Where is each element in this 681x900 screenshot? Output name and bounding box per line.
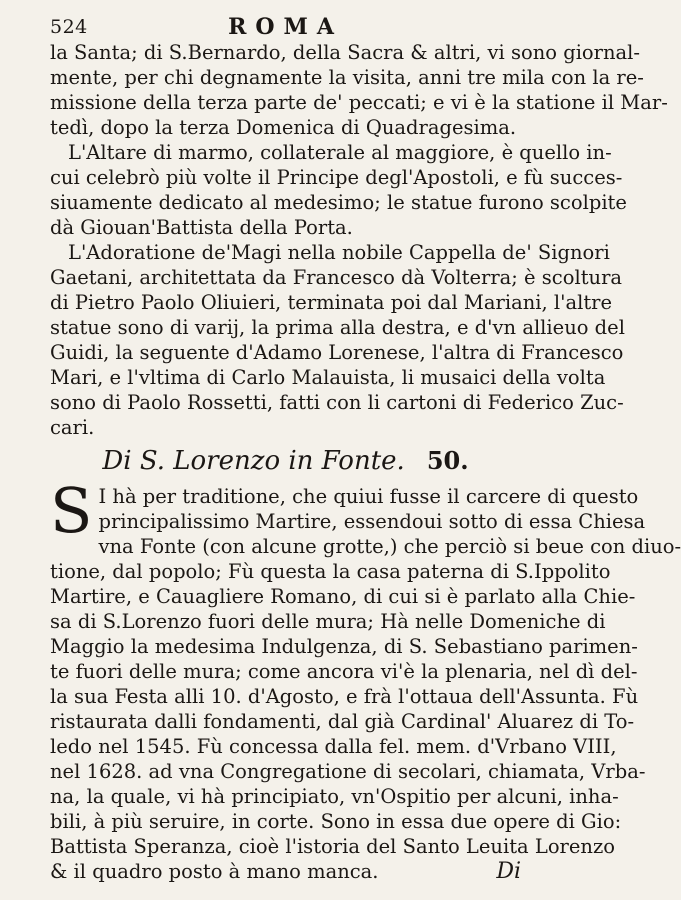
section-title: Di S. Lorenzo in Fonte. bbox=[102, 446, 405, 476]
text-line: Maggio la medesima Indulgenza, di S. Sebastiano parimen- bbox=[50, 635, 638, 658]
paragraph-3 bbox=[50, 240, 625, 440]
text-line: tedì, dopo la terza Domenica di Quadragesima. bbox=[50, 116, 517, 139]
paragraph-4 bbox=[50, 474, 681, 884]
section-number: 50. bbox=[426, 446, 469, 475]
text-body bbox=[50, 40, 681, 884]
text-line: siuamente dedicato al medesimo; le statue furono scolpite bbox=[50, 191, 627, 214]
running-header bbox=[50, 14, 521, 40]
running-title: ROMA bbox=[228, 14, 343, 40]
text-line: cui celebrò più volte il Principe degl'Apostoli, e fù succes- bbox=[50, 166, 623, 189]
text-line: nel 1628. ad vna Congregatione di secolari, chiamata, Vrba- bbox=[50, 760, 646, 783]
text-line: mente, per chi degnamente la visita, anni tre mila con la re- bbox=[50, 66, 644, 89]
text-line: la sua Festa alli 10. d'Agosto, e frà l'ottaua dell'Assunta. Fù bbox=[50, 685, 639, 708]
text-line: Mari, e l'vltima di Carlo Malauista, li musaici della volta bbox=[50, 366, 606, 389]
text-line: na, la quale, vi hà principiato, vn'Ospitio per alcuni, inha- bbox=[50, 785, 619, 808]
text-line: vna Fonte (con alcune grotte,) che perciò si beue con diuo- bbox=[98, 535, 681, 558]
drop-capital: S bbox=[50, 474, 93, 547]
text-line: dà Giouan'Battista della Porta. bbox=[50, 216, 353, 239]
text-line: & il quadro posto à mano manca. bbox=[50, 860, 379, 883]
text-line: Gaetani, architettata da Francesco dà Volterra; è scoltura bbox=[50, 266, 623, 289]
paragraph-1 bbox=[50, 40, 668, 140]
text-line: tione, dal popolo; Fù questa la casa paterna di S.Ippolito bbox=[50, 560, 611, 583]
text-line: ristaurata dalli fondamenti, dal già Cardinal' Aluarez di To- bbox=[50, 710, 635, 733]
text-line: statue sono di varij, la prima alla destra, e d'vn allieuo del bbox=[50, 316, 625, 339]
text-line: sono di Paolo Rossetti, fatti con li cartoni di Federico Zuc- bbox=[50, 391, 624, 414]
catchword: Di bbox=[496, 859, 521, 884]
page-number: 524 bbox=[50, 16, 88, 38]
text-line: Guidi, la seguente d'Adamo Lorenese, l'altra di Francesco bbox=[50, 341, 624, 364]
text-line: di Pietro Paolo Oliuieri, terminata poi dal Mariani, l'altre bbox=[50, 291, 613, 314]
paragraph-2 bbox=[50, 140, 627, 240]
section-heading bbox=[50, 446, 521, 480]
text-line: missione della terza parte de' peccati; e vi è la statione il Mar- bbox=[50, 91, 668, 114]
text-line: la Santa; di S.Bernardo, della Sacra & altri, vi sono giornal- bbox=[50, 41, 640, 64]
text-line: cari. bbox=[50, 416, 95, 439]
text-line: bili, à più seruire, in corte. Sono in essa due opere di Gio: bbox=[50, 810, 622, 833]
text-line: principalissimo Martire, essendoui sotto di essa Chiesa bbox=[98, 510, 646, 533]
text-line: Battista Speranza, cioè l'istoria del Santo Leuita Lorenzo bbox=[50, 835, 615, 858]
text-line: L'Altare di marmo, collaterale al maggiore, è quello in- bbox=[68, 141, 612, 164]
text-line: Martire, e Cauagliere Romano, di cui si è parlato alla Chie- bbox=[50, 585, 636, 608]
text-line: sa di S.Lorenzo fuori delle mura; Hà nelle Domeniche di bbox=[50, 610, 606, 633]
text-line: L'Adoratione de'Magi nella nobile Cappella de' Signori bbox=[68, 241, 610, 264]
text-line: I hà per traditione, che quiui fusse il carcere di questo bbox=[98, 485, 639, 508]
text-line: te fuori delle mura; come ancora vi'è la plenaria, nel dì del- bbox=[50, 660, 638, 683]
text-line: ledo nel 1545. Fù concessa dalla fel. mem. d'Vrbano VIII, bbox=[50, 735, 617, 758]
